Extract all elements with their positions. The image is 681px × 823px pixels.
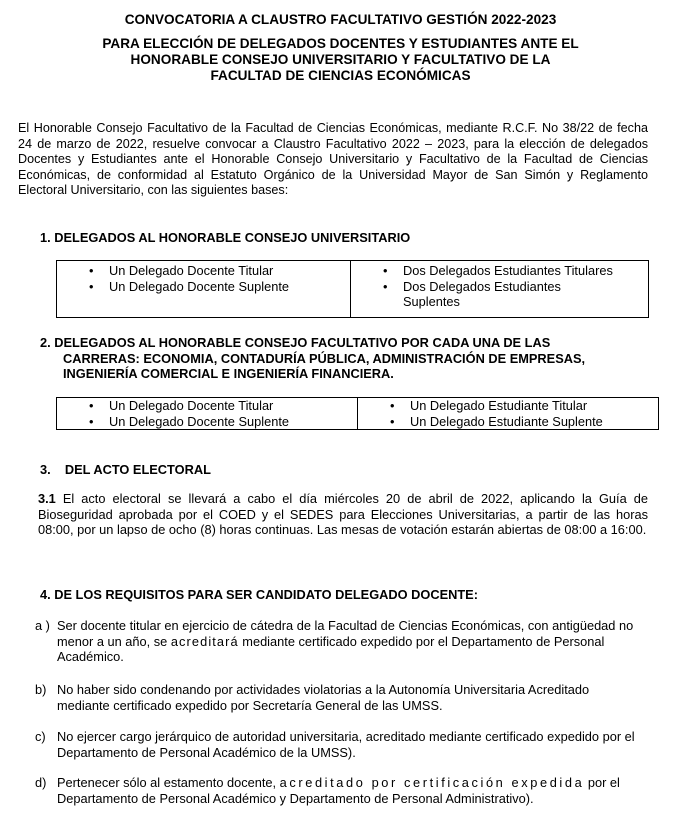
list-item: • Dos Delegados Estudiantes Titulares xyxy=(351,263,648,279)
requirement-a-text-2: mediante certificado expedido por el Departamento de Personal Académico. xyxy=(57,633,605,664)
section-2-table xyxy=(56,397,659,430)
requirement-a-label: a ) xyxy=(35,618,50,633)
title-line-4: FACULTAD DE CIENCIAS ECONÓMICAS xyxy=(210,68,471,83)
section-2-right-cell xyxy=(358,398,659,430)
requirement-d-label: d) xyxy=(35,775,47,790)
section-2-heading-line-2: CARRERAS: ECONOMIA, CONTADURÍA PÚBLICA, ADMINISTRACIÓN DE EMPRESAS, xyxy=(63,350,586,366)
list-item: • Dos Delegados Estudiantes Suplentes xyxy=(351,279,648,310)
list-item: • Un Delegado Estudiante Suplente xyxy=(358,414,658,430)
requirement-b xyxy=(35,682,645,713)
requirement-c xyxy=(35,729,645,760)
title-line-2: PARA ELECCIÓN DE DELEGADOS DOCENTES Y ESTUDIANTES ANTE EL xyxy=(102,36,579,51)
list-item: • Un Delegado Estudiante Titular xyxy=(358,398,658,414)
requirement-a-text-1: Ser docente titular en ejercicio de cátedra de la Facultad de Ciencias Económicas, con antigüedad no menor a un año, se xyxy=(57,618,634,649)
requirement-b-label: b) xyxy=(35,682,47,697)
section-2-heading-line-3: INGENIERÍA COMERCIAL E INGENIERÍA FINANCIERA. xyxy=(63,366,394,381)
section-1-right-cell xyxy=(351,261,649,318)
requirement-c-label: c) xyxy=(35,729,46,744)
requirement-a-text-spaced: acreditará xyxy=(170,633,239,649)
section-3-1-paragraph xyxy=(38,491,648,538)
requirement-a xyxy=(35,618,645,665)
section-2-heading xyxy=(40,335,660,382)
list-item: • Un Delegado Docente Titular xyxy=(57,398,357,414)
list-item: • Un Delegado Docente Suplente xyxy=(57,414,357,430)
section-2-left-cell xyxy=(57,398,358,430)
requirement-b-text: No haber sido condenando por actividades violatorias a la Autonomía Universitaria Acreditado mediante certificado expedido por Secretaría General de las UMSS. xyxy=(57,682,590,713)
requirement-d-text-1: Pertenecer sólo al estamento docente, xyxy=(57,775,280,790)
title-line-3: HONORABLE CONSEJO UNIVERSITARIO Y FACULTATIVO DE LA xyxy=(130,52,551,67)
requirement-c-text: No ejercer cargo jerárquico de autoridad universitaria, acreditado mediante certificado expedido por el Departamento de Personal Académico de la UMSS). xyxy=(57,729,635,760)
section-3-1-number: 3.1 xyxy=(38,491,56,506)
section-4-heading: 4. DE LOS REQUISITOS PARA SER CANDIDATO DELEGADO DOCENTE: xyxy=(40,587,478,602)
intro-paragraph: El Honorable Consejo Facultativo de la Facultad de Ciencias Económicas, mediante R.C.F. No 38/22 de fecha 24 de marzo de 2022, resuelve convocar a Claustro Facultativo 2022 – 2023, para la elección de delegados Docentes y Estudiantes ante el Honorable Consejo Universitario y Facultativo de la Facultad de Ciencias Económicas, de conformidad al Estatuto Orgánico de la Universidad Mayor de San Simón y Reglamento Electoral Universitario, con las siguientes bases: xyxy=(18,121,648,197)
section-1-heading: 1. DELEGADOS AL HONORABLE CONSEJO UNIVERSITARIO xyxy=(40,230,411,245)
requirement-d-text-2: por el Departamento de Personal Académico y Departamento de Personal Administrativo). xyxy=(57,775,620,806)
section-1-left-cell xyxy=(57,261,351,318)
requirement-d-text-spaced: acreditado por certificación expedida xyxy=(279,775,585,790)
section-2-heading-line-1: 2. DELEGADOS AL HONORABLE CONSEJO FACULTATIVO POR CADA UNA DE LAS xyxy=(40,335,551,350)
section-1-table xyxy=(56,260,649,318)
title-line-1: CONVOCATORIA A CLAUSTRO FACULTATIVO GESTIÓN 2022-2023 xyxy=(124,12,557,27)
requirement-d xyxy=(35,775,645,806)
section-3-1-text: El acto electoral se llevará a cabo el día miércoles 20 de abril de 2022, aplicando la Guía de Bioseguridad aprobada por el COED y el SEDES para Elecciones Universitarias, a partir de las horas 08:00, por un lapso de ocho (8) horas continuas. Las mesas de votación estarán abiertas de 08:00 a 16:00. xyxy=(38,491,648,537)
section-3-heading: 3. DEL ACTO ELECTORAL xyxy=(40,462,211,477)
list-item: • Un Delegado Docente Suplente xyxy=(57,279,350,295)
list-item: • Un Delegado Docente Titular xyxy=(57,263,350,279)
